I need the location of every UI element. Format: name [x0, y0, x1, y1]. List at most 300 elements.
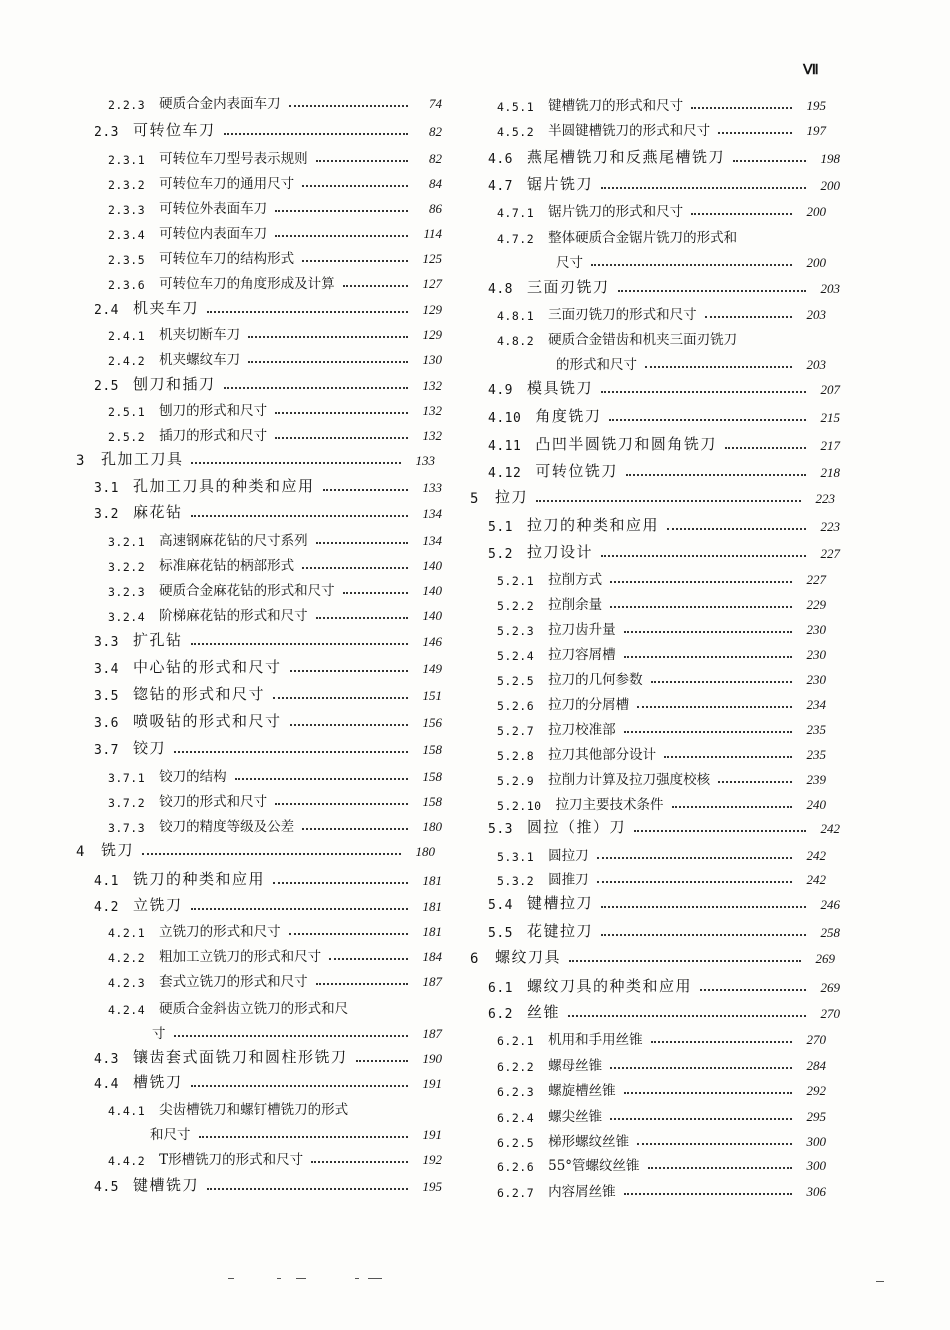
section-number: 2.3 — [94, 125, 119, 140]
page-ref: 187 — [422, 974, 442, 989]
toc-entry[interactable] — [488, 972, 840, 996]
section-number: 4.2 — [94, 900, 119, 915]
toc-entry[interactable] — [470, 943, 835, 967]
leader-dots — [199, 1136, 409, 1138]
toc-entry[interactable] — [94, 1068, 442, 1092]
section-number: 4.1 — [94, 874, 119, 889]
leader-dots — [302, 185, 408, 187]
toc-entry[interactable] — [488, 889, 840, 913]
section-number: 5 — [470, 491, 479, 507]
section-number: 2.3.1 — [108, 153, 146, 167]
page-ref: 84 — [429, 176, 442, 191]
section-title: 拉刀主要技术条件 — [555, 797, 664, 813]
section-title: 55°管螺纹丝锥 — [548, 1158, 640, 1174]
leader-dots — [248, 336, 408, 338]
leader-dots — [626, 474, 806, 476]
toc-entry[interactable] — [94, 116, 442, 140]
section-number: 3.2.2 — [108, 560, 146, 574]
section-title: 可转位车刀的通用尺寸 — [159, 176, 295, 192]
section-title: 拉刀的分屑槽 — [548, 697, 630, 713]
leader-dots — [275, 803, 408, 805]
toc-entry[interactable] — [488, 143, 840, 167]
section-number: 4.12 — [488, 466, 522, 481]
toc-entry[interactable] — [94, 498, 442, 522]
section-number: 2.2.3 — [108, 98, 146, 112]
leader-dots — [273, 697, 408, 699]
toc-entry[interactable] — [488, 374, 840, 398]
leader-dots — [624, 1193, 792, 1195]
page-ref: 190 — [422, 1051, 442, 1066]
page-ref: 180 — [415, 844, 435, 859]
section-number: 3.4 — [94, 662, 119, 677]
toc-entry[interactable] — [488, 511, 840, 535]
section-number: 4.8.1 — [497, 309, 535, 323]
page-ref: 295 — [806, 1109, 826, 1124]
page-ref: 130 — [422, 352, 442, 367]
page-ref: 306 — [806, 1184, 826, 1199]
toc-entry[interactable] — [94, 707, 442, 731]
section-title: 内容屑丝锥 — [548, 1184, 616, 1200]
section-number: 2.4.1 — [108, 329, 146, 343]
toc-entry[interactable] — [94, 294, 442, 318]
section-title: 整体硬质合金锯片铣刀的形式和 — [548, 230, 738, 246]
toc-entry[interactable] — [108, 786, 442, 810]
toc-entry[interactable] — [497, 1150, 826, 1174]
section-number: 4.7.2 — [497, 232, 535, 246]
toc-entry[interactable] — [94, 626, 442, 650]
section-number: 6.2.2 — [497, 1060, 535, 1074]
toc-entry[interactable] — [152, 1018, 442, 1042]
page-ref: 132 — [422, 378, 442, 393]
leader-dots — [536, 500, 801, 502]
section-number: 3.2.4 — [108, 610, 146, 624]
toc-entry[interactable] — [108, 143, 442, 167]
section-number: 4.3 — [94, 1052, 119, 1067]
toc-entry[interactable] — [94, 891, 442, 915]
leader-dots — [224, 133, 409, 135]
section-title: 可转位车刀型号表示规则 — [159, 151, 308, 167]
page-ref: 114 — [423, 226, 442, 241]
toc-entry[interactable] — [497, 1075, 826, 1099]
section-title: 可转位车刀 — [132, 121, 216, 139]
section-title: 铰刀的精度等级及公差 — [159, 819, 295, 835]
toc-entry[interactable] — [108, 344, 442, 368]
page-ref: 230 — [806, 672, 826, 687]
section-number: 5.2.8 — [497, 749, 535, 763]
page-ref: 181 — [422, 924, 442, 939]
leader-dots — [667, 528, 806, 530]
page-ref: 195 — [422, 1179, 442, 1194]
toc-entry[interactable] — [108, 993, 442, 1017]
section-title: 可转位内表面车刀 — [159, 226, 268, 242]
section-number: 6.2.5 — [497, 1136, 535, 1150]
page-ref: 239 — [806, 772, 826, 787]
toc-entry[interactable] — [488, 402, 840, 426]
section-title: 丝锥 — [526, 1003, 560, 1021]
leader-dots — [191, 1085, 409, 1087]
section-title: 标准麻花钻的柄部形式 — [159, 558, 295, 574]
page-ref: 181 — [422, 873, 442, 888]
page-ref: 198 — [820, 151, 840, 166]
toc-entry[interactable] — [108, 575, 442, 599]
page-ref: 133 — [422, 480, 442, 495]
toc-entry[interactable] — [497, 614, 826, 638]
section-number: 4.9 — [488, 383, 513, 398]
section-number: 5.2.1 — [497, 574, 535, 588]
section-number: 4.5.1 — [497, 100, 535, 114]
page-ref: 129 — [422, 327, 442, 342]
toc-entry[interactable] — [76, 445, 435, 469]
page-number: Ⅶ — [803, 63, 819, 78]
section-number: 5.5 — [488, 926, 513, 941]
page-ref: 191 — [422, 1127, 442, 1142]
toc-entry[interactable] — [497, 115, 826, 139]
page-ref: 269 — [815, 951, 835, 966]
leader-dots — [634, 830, 806, 832]
section-number: 5.2.5 — [497, 674, 535, 688]
page-ref: 132 — [422, 403, 442, 418]
page-ref: 86 — [429, 201, 442, 216]
toc-entry[interactable] — [108, 88, 442, 112]
page-ref: 200 — [806, 255, 826, 270]
toc-entry[interactable] — [497, 1101, 826, 1125]
section-title: 立铣刀的形式和尺寸 — [159, 924, 281, 940]
section-number: 4.2.4 — [108, 1003, 146, 1017]
section-number: 2.4 — [94, 303, 119, 318]
page-ref: 133 — [415, 453, 435, 468]
toc-entry[interactable] — [76, 836, 435, 860]
leader-dots — [323, 489, 409, 491]
leader-dots — [275, 235, 408, 237]
section-title: 硬质合金斜齿立铣刀的形式和尺 — [159, 1001, 349, 1017]
page-ref: 158 — [422, 742, 442, 757]
toc-entry[interactable] — [108, 268, 442, 292]
page-ref: 258 — [820, 925, 840, 940]
page-ref: 270 — [820, 1006, 840, 1021]
page-ref: 181 — [422, 899, 442, 914]
toc-entry[interactable] — [497, 324, 826, 348]
leader-dots — [651, 1041, 792, 1043]
leader-dots — [601, 906, 806, 908]
page-ref: 217 — [820, 438, 840, 453]
toc-entry[interactable] — [497, 864, 826, 888]
section-title: 圆推刀 — [548, 872, 589, 888]
toc-entry[interactable] — [108, 420, 442, 444]
toc-entry[interactable] — [108, 811, 442, 835]
leader-dots — [718, 781, 792, 783]
page-ref: 203 — [806, 307, 826, 322]
toc-entry[interactable] — [150, 1119, 442, 1143]
section-title: 扩孔钻 — [132, 631, 183, 649]
section-title: 拉削方式 — [548, 572, 603, 588]
leader-dots — [191, 515, 409, 517]
toc-entry[interactable] — [108, 916, 442, 940]
toc-entry[interactable] — [497, 714, 826, 738]
leader-dots — [207, 311, 408, 313]
toc-entry[interactable] — [108, 550, 442, 574]
section-title: 硬质合金内表面车刀 — [159, 96, 281, 112]
section-title: 套式立铣刀的形式和尺寸 — [159, 974, 308, 990]
section-number: 3.7 — [94, 743, 119, 758]
section-number: 3.2.3 — [108, 585, 146, 599]
leader-dots — [191, 908, 409, 910]
page-ref: 132 — [422, 428, 442, 443]
leader-dots — [733, 160, 806, 162]
page-ref: 300 — [806, 1134, 826, 1149]
section-number: 6.1 — [488, 981, 513, 996]
toc-entry[interactable] — [94, 1043, 442, 1067]
section-title: 圆拉（推）刀 — [526, 818, 626, 836]
page-ref: 215 — [820, 410, 840, 425]
toc-entry[interactable] — [497, 222, 826, 246]
section-title: 拉刀的种类和应用 — [526, 516, 659, 534]
section-title: 孔加工刀具的种类和应用 — [132, 477, 315, 495]
leader-dots — [648, 1167, 792, 1169]
toc-entry[interactable] — [497, 664, 826, 688]
page-ref: 195 — [806, 98, 826, 113]
section-title: 麻花钻 — [132, 503, 183, 521]
section-number: 3.5 — [94, 689, 119, 704]
leader-dots — [610, 1067, 792, 1069]
page-ref: 230 — [806, 647, 826, 662]
section-title: 锯片铣刀的形式和尺寸 — [548, 204, 684, 220]
page-ref: 200 — [820, 178, 840, 193]
section-number: 5.2.6 — [497, 699, 535, 713]
toc-entry[interactable] — [108, 168, 442, 192]
section-title: 三面刃铣刀的形式和尺寸 — [548, 307, 697, 323]
section-number: 5.3.1 — [497, 850, 535, 864]
page-ref: 292 — [806, 1083, 826, 1098]
page-ref: 223 — [815, 491, 835, 506]
leader-dots — [275, 437, 408, 439]
leader-dots — [289, 105, 408, 107]
toc-entry[interactable] — [108, 218, 442, 242]
toc-entry[interactable] — [497, 840, 826, 864]
leader-dots — [316, 983, 408, 985]
section-title: 尖齿槽铣刀和螺钉槽铣刀的形式 — [159, 1102, 349, 1118]
section-number: 4.2.3 — [108, 976, 146, 990]
page-ref: 230 — [806, 622, 826, 637]
toc-entry[interactable] — [488, 538, 840, 562]
section-title: 喷吸钻的形式和尺寸 — [132, 712, 282, 730]
section-number: 4.2.1 — [108, 926, 146, 940]
toc-entry[interactable] — [108, 941, 442, 965]
page-ref: 125 — [422, 251, 442, 266]
section-number: 4.2.2 — [108, 951, 146, 965]
leader-dots — [700, 989, 806, 991]
toc-entry[interactable] — [108, 525, 442, 549]
leader-dots — [290, 670, 409, 672]
section-number: 4.7.1 — [497, 206, 535, 220]
toc-entry[interactable] — [94, 653, 442, 677]
page-ref: 246 — [820, 897, 840, 912]
toc-entry[interactable] — [488, 998, 840, 1022]
toc-entry[interactable] — [488, 273, 840, 297]
page-ref: 129 — [422, 302, 442, 317]
section-title: 镶齿套式面铣刀和圆柱形铣刀 — [132, 1048, 348, 1066]
section-number: 6.2.3 — [497, 1085, 535, 1099]
page-ref: 207 — [820, 382, 840, 397]
page-ref: 269 — [820, 980, 840, 995]
toc-entry[interactable] — [497, 764, 826, 788]
toc-entry[interactable] — [108, 395, 442, 419]
section-number: 2.3.2 — [108, 178, 146, 192]
section-title: 角度铣刀 — [535, 407, 602, 425]
section-number: 2.5.2 — [108, 430, 146, 444]
toc-entry[interactable] — [497, 196, 826, 220]
toc-entry[interactable] — [497, 1176, 826, 1200]
section-title: 凸凹半圆铣刀和圆角铣刀 — [535, 435, 717, 453]
page-ref: 240 — [806, 797, 826, 812]
page-ref: 187 — [422, 1026, 442, 1041]
leader-dots — [691, 213, 792, 215]
section-number: 2.5 — [94, 379, 119, 394]
leader-dots — [316, 542, 408, 544]
section-number: 6.2.4 — [497, 1111, 535, 1125]
page-ref: 140 — [422, 583, 442, 598]
leader-dots — [601, 187, 806, 189]
toc-entry[interactable] — [94, 680, 442, 704]
page-ref: 134 — [422, 533, 442, 548]
leader-dots — [142, 853, 401, 855]
toc-entry[interactable] — [108, 1144, 442, 1168]
toc-entry[interactable] — [497, 564, 826, 588]
section-title: 孔加工刀具 — [100, 450, 184, 468]
section-number: 4.4.2 — [108, 1154, 146, 1168]
toc-entry[interactable] — [497, 1126, 826, 1150]
page-ref: 82 — [429, 124, 442, 139]
toc-entry[interactable] — [488, 430, 840, 454]
leader-dots — [273, 882, 408, 884]
leader-dots — [224, 387, 409, 389]
page-ref: 218 — [820, 465, 840, 480]
toc-entry[interactable] — [497, 589, 826, 613]
section-number: 3.3 — [94, 635, 119, 650]
toc-entry[interactable] — [497, 689, 826, 713]
toc-entry[interactable] — [94, 734, 442, 758]
toc-entry[interactable] — [94, 1171, 442, 1195]
section-title: 花键拉刀 — [526, 922, 593, 940]
toc-entry[interactable] — [470, 483, 835, 507]
leader-dots — [609, 419, 806, 421]
leader-dots — [302, 567, 408, 569]
leader-dots — [645, 366, 792, 368]
section-title: 拉刀其他部分设计 — [548, 747, 657, 763]
leader-dots — [601, 555, 806, 557]
section-title: 铰刀的形式和尺寸 — [159, 794, 268, 810]
toc-entry[interactable] — [497, 1024, 826, 1048]
toc-entry[interactable] — [94, 472, 442, 496]
toc-entry[interactable] — [497, 639, 826, 663]
page-ref: 284 — [806, 1058, 826, 1073]
section-number: 2.3.3 — [108, 203, 146, 217]
section-number: 4 — [76, 844, 85, 860]
section-title: 螺旋槽丝锥 — [548, 1083, 616, 1099]
section-title: 拉刀齿升量 — [548, 622, 616, 638]
leader-dots — [275, 210, 408, 212]
toc-entry[interactable] — [488, 813, 840, 837]
section-title: 铣刀的种类和应用 — [132, 870, 265, 888]
toc-entry[interactable] — [497, 90, 826, 114]
section-title: 的形式和尺寸 — [556, 357, 637, 373]
section-title: 键槽铣刀 — [132, 1176, 199, 1194]
toc-entry[interactable] — [108, 1094, 442, 1118]
page-ref: 184 — [422, 949, 442, 964]
section-number: 4.4.1 — [108, 1104, 146, 1118]
toc-entry[interactable] — [108, 319, 442, 343]
page-ref: 134 — [422, 506, 442, 521]
leader-dots — [618, 290, 807, 292]
leader-dots — [248, 361, 408, 363]
leader-dots — [651, 681, 792, 683]
toc-entry[interactable] — [497, 739, 826, 763]
section-title: 高速钢麻花钻的尺寸系列 — [159, 533, 308, 549]
leader-dots — [624, 1092, 792, 1094]
section-number: 4.5.2 — [497, 125, 535, 139]
section-title: 机夹车刀 — [132, 299, 199, 317]
toc-entry[interactable] — [488, 170, 840, 194]
section-number: 3.2 — [94, 507, 119, 522]
section-number: 5.2.4 — [497, 649, 535, 663]
page-ref: 227 — [820, 546, 840, 561]
section-number: 3.1 — [94, 481, 119, 496]
section-title: 燕尾槽铣刀和反燕尾槽铣刀 — [526, 148, 725, 166]
page-ref: 200 — [806, 204, 826, 219]
section-number: 5.1 — [488, 520, 513, 535]
leader-dots — [191, 643, 409, 645]
section-title: 立铣刀 — [132, 896, 183, 914]
section-number: 2.5.1 — [108, 405, 146, 419]
toc-entry[interactable] — [497, 1050, 826, 1074]
toc-entry[interactable] — [497, 299, 826, 323]
toc-entry[interactable] — [94, 370, 442, 394]
toc-entry[interactable] — [556, 349, 826, 373]
section-number: 4.6 — [488, 152, 513, 167]
toc-entry[interactable] — [108, 761, 442, 785]
page-ref: 149 — [422, 661, 442, 676]
page-ref: 242 — [806, 848, 826, 863]
section-title: 中心钻的形式和尺寸 — [132, 658, 282, 676]
section-title: 刨刀和插刀 — [132, 375, 216, 393]
leader-dots — [591, 264, 792, 266]
page-ref: 300 — [806, 1158, 826, 1173]
leader-dots — [174, 751, 408, 753]
leader-dots — [311, 1161, 408, 1163]
toc-entry[interactable] — [488, 917, 840, 941]
section-title: 机夹螺纹车刀 — [159, 352, 241, 368]
page-ref: 127 — [422, 276, 442, 291]
leader-dots — [356, 1060, 409, 1062]
toc-entry[interactable] — [108, 193, 442, 217]
toc-entry[interactable] — [497, 789, 826, 813]
section-title: 铰刀的结构 — [159, 769, 227, 785]
toc-entry[interactable] — [94, 865, 442, 889]
toc-entry[interactable] — [108, 243, 442, 267]
toc-entry[interactable] — [556, 247, 826, 271]
section-number: 6.2 — [488, 1007, 513, 1022]
leader-dots — [316, 160, 408, 162]
section-number: 5.2.10 — [497, 799, 542, 813]
leader-dots — [601, 934, 806, 936]
section-number: 5.4 — [488, 898, 513, 913]
leader-dots — [637, 1143, 792, 1145]
toc-entry[interactable] — [108, 600, 442, 624]
toc-entry[interactable] — [488, 457, 840, 481]
page-ref: 191 — [422, 1076, 442, 1091]
section-title: 锯片铣刀 — [526, 175, 593, 193]
toc-entry[interactable] — [108, 966, 442, 990]
section-number: 4.5 — [94, 1180, 119, 1195]
